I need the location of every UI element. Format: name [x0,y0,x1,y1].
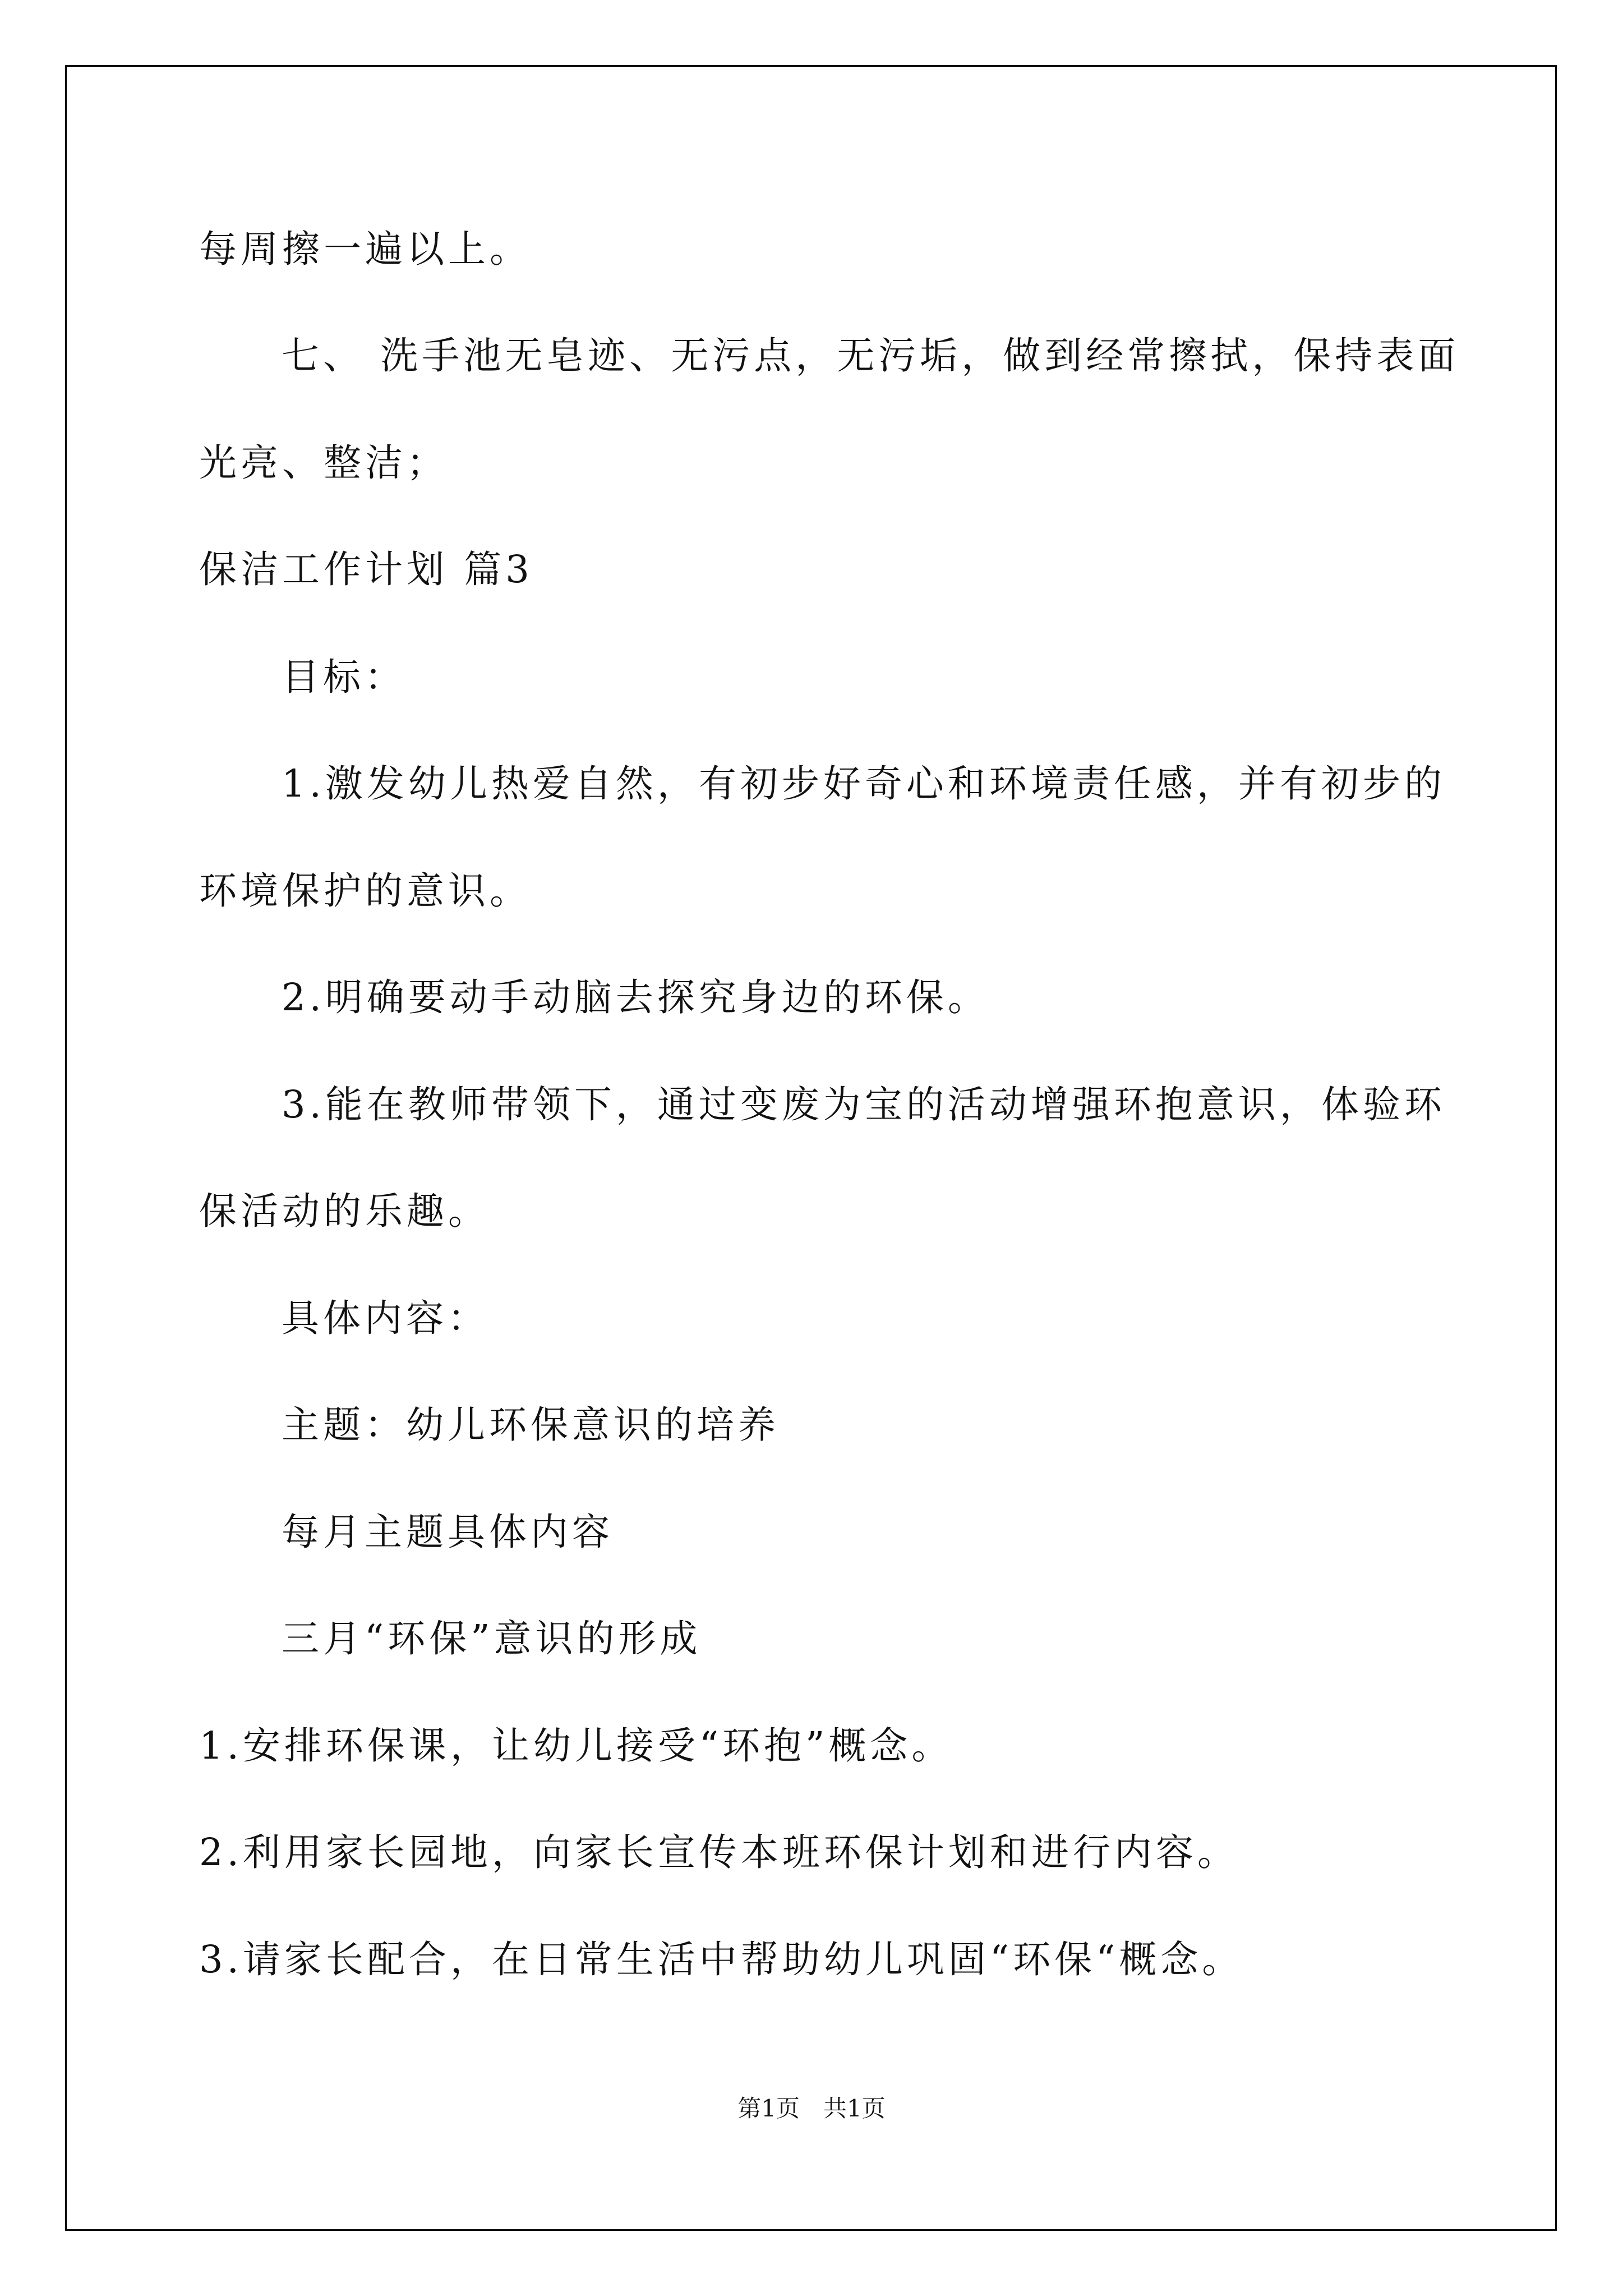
text-line: 目标： [282,655,406,699]
text-line: 保活动的乐趣。 [199,1189,490,1233]
text-line: 2.明确要动手动脑去探究身边的环保。 [282,976,989,1019]
text-line: 主题：幼儿环保意识的培养 [282,1403,780,1447]
page-footer: 第1页 共1页 [737,2095,886,2122]
page-border [65,65,1557,2231]
text-line: 每月主题具体内容 [282,1510,614,1554]
text-line: 1.激发幼儿热爱自然，有初步好奇心和环境责任感，并有初步的 [282,762,1446,806]
text-line: 每周擦一遍以上。 [199,227,531,271]
text-line: 三月“环保”意识的形成 [282,1617,702,1660]
text-line: 3.能在教师带领下，通过变废为宝的活动增强环抱意识，体验环 [282,1083,1446,1126]
text-line: 3.请家长配合，在日常生活中帮助幼儿巩固“环保“概念。 [199,1938,1244,1981]
text-line: 1.安排环保课，让幼儿接受“环抱”概念。 [199,1724,953,1768]
text-line: 具体内容： [282,1296,489,1340]
section-heading: 保洁工作计划 篇3 [199,547,533,591]
text-line: 光亮、整洁； [199,441,448,485]
text-line: 2.利用家长园地，向家长宣传本班环保计划和进行内容。 [199,1830,1239,1874]
text-line: 七、 洗手池无皂迹、无污点，无污垢，做到经常擦拭，保持表面 [282,334,1460,378]
text-line: 环境保护的意识。 [199,869,531,913]
